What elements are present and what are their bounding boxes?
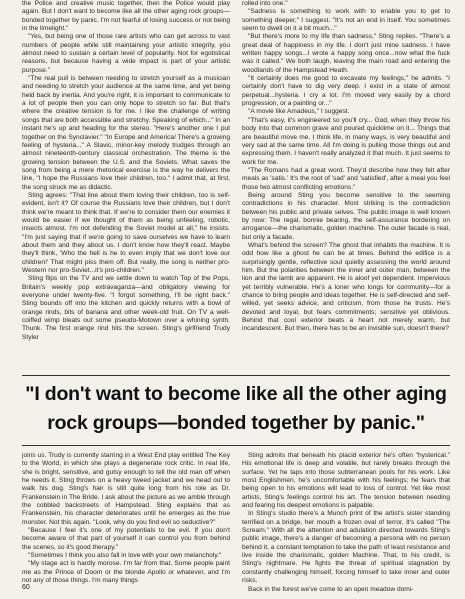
paragraph: rolled into one." [242, 0, 288, 7]
paragraph: "Sadness is something to work with to enable you to get to something deeper," I suggest. "It's not an end in itself. You sometimes seem to dwell on it a bit much..." [242, 8, 450, 33]
paragraph: "Sometimes I think you also fall in love with your own melancholy." [28, 552, 222, 560]
paragraph: "Yes, but being one of those rare artists who can get across to vast numbers of people while still maintaining your artistic integrity, you almost need to sustain a certain level of popularity. Not for egotistical reasons, but because having a wide impact is part of your artistic purpose." [22, 33, 230, 74]
top-columns [22, 0, 450, 372]
paragraph: Being around Sting you become sensitive to the seeming contradictions in his character. Most striking is the contradiction between his public and private selves. The public image is well known by now: The regal, bonnie bearing, the self-assurance bordering on arrogance—the charismatic, golden machine. The outer facade is real, but only a facade. [242, 191, 450, 241]
paragraph: "Because I feel it's one of my potentials to be evil. If you don't become aware of that part of yourself it can control you from behind the scenes, so it's good therapy." [22, 527, 230, 551]
paragraph: "It certainly does me good to excavate my feelings," he admits. "I certainly don't have to dig very deep. I exist in a state of almost perpetual...hysteria. I cry a lot. I'm moved very easily by a chord progression, or a painting or..." [242, 75, 450, 108]
paragraph: Sting admits that beneath his placid exterior he's often "hysterical." His emotional life is deep and volatile, but rarely breaks through the surface. Yet he taps into those subterranean pools for his work. Like most Englishmen, he's uncomfortable with his feelings; he fears that being open to his emotions will lead to loss of control. Yet like most artists, Sting's feelings control his art. The tension between needing and fearing his deepest emotions is palpable. [242, 452, 450, 510]
paragraph: Sting flips on the TV and we settle down to watch Top of the Pops, Britain's weekly pop extravaganza—and obligatory viewing for everyone under twenty-five. "I forgot something, I'll be right back." Sting bounds off into the kitchen and quickly returns with a bowl of orange rinds, bits of banana and other week-old fruit. On TV a well-coiffed wimp bleats out some pseudo-Motown over a whining synth. Thunk. The first orange rind hits the screen. Sting's girlfriend Trudy Styler [22, 275, 230, 341]
paragraph: What's behind the screen? The ghost that inhabits the machine. It is odd how like a ghost he can be at times. Behind the edifice is a surprisingly gentle, reflective soul quietly assessing the world around him. But the polarities between the inner and outer man, between the lion and the lamb are apparent. He is aloof yet dependent. Impervious yet terribly vulnerable. He's a loner who longs for community—for a chance to bring people and ideas together. He is self-directed and self-willed, yet seeks advice, and criticism, from those he trusts. He's devoted and loyal, but fears commitments; sensitive yet oblivious. Behind that cool exterior beats a heart not merely warm, but incandescent. But then, there has to be an invisible sun, doesn't there? [242, 241, 450, 333]
paragraph: "The Romans had a great word. They'd describe how they felt after meals as 'satis.' It's the root of 'sad' and 'satisfied', after a meal you feel those two almost conflicting emotions." [242, 166, 450, 191]
paragraph: "The real pull is between needing to stretch yourself as a musician and needing to stretch your audience at the same time, and yet being held back by inertia. And you're right, it is important to communicate to a lot of people then you can only hope to stretch so far. But that's where the creative tension is for me. I like the challenge of writing songs that are both accessible and stretchy. Speaking of which..." In an instant he's up and heading for the stereo. "Here's another one I put together on the Synclavier." "In Europe and America/ There's a growing feeling of hysteria..." A Slavic, minor-key melody trudges through an almost nineteenth-century classical orchestration. The theme is the growing tension between the U.S. and the Soviets. What saves the song from being a mere rhetorical exercise is the way he delivers the line, "I hope the Russians love their children, too." I admit that, at first, the song struck me as didactic. [22, 75, 230, 191]
pull-quote-top-rule [22, 375, 450, 376]
top-left-column [22, 0, 230, 372]
paragraph: "A movie like Amadeus," I suggest. [248, 108, 350, 116]
bottom-left-column [22, 452, 230, 585]
paragraph: "My stage act is hardly morose. I'm far from that. Some people paint me as the Prince of Doom or the blonde Apollo or whatever, and I'm not any of those things. I'm many things [22, 560, 230, 585]
top-right-column [242, 0, 450, 372]
paragraph: the Police and creative music together, then the Police would play again. But I don't want to become like all the other aging rock groups—bonded together by panic. I'm not fearful of losing success or not being in the limelight." [22, 0, 230, 33]
paragraph: Sting agrees: "That line about them loving their children, too is self-evident, isn't it? Of course the Russians love their children, but I don't think we're meant to think that. If we're to consider them our enemies it would be easier if we thought of them as being unfeeling, robotic, insects almost. I'm not defending the Soviet model at all," he insists. "I'm just saying that if we're going to save ourselves we have to learn about them and they about us. I don't know how they'll react. Maybe they'll think, 'Who the hell is he to even imply that we don't love our children!' That might piss them off. But really, the song is neither pro-Western nor pro-Soviet...it's pro-children." [22, 191, 230, 274]
paragraph: In Sting's studio there's a Munch print of the artist's sister standing terrified on a bridge, her mouth a frozen oval of terror. It's called "The Scream." With all the attention and adulation directed towards Sting's public image, there's a danger of becoming a persona with no person behind it, a constant temptation to take the path of least resistance and live inside the charismatic, golden Machine. That, to his credit, is Sting's nightmare. He fights the threat of spiritual stagnation by constantly challenging himself, forcing himself to take inner and outer risks. [242, 510, 450, 585]
bottom-right-column [242, 452, 450, 593]
paragraph: joins us. Trudy is currently starring in a West End play entitled The Key to the World, in which she plays a degenerate rock critic. In real life, she is bright, sensitive, and gutsy enough to tell the old man off when he needs it. Sting throws on a heavy tweed jacket and we head out to walk his dog. Sting's hair is still quite long from his role as Dr. Frankenstein in The Bride. I ask about the picture as we amble through the cobbled backstreets of Hampstead. Sting explains that as Frankenstein, his character deteriorates until he emerges as the true monster. Not this again. "Look, why do you find evil so seductive?" [22, 452, 230, 526]
pull-quote: "I don't want to become like all the other aging rock groups—bonded together by panic." [25, 383, 447, 434]
paragraph: "But there's more to my life than sadness," Sting replies. "There's a great deal of happiness in my life. I don't just mine sadness. I have written happy songs...I wrote a happy song once...now what the fuck was it called." We both laugh, leaving the main road and entering the woodlands of the Hampstead Heath. [242, 33, 450, 74]
page-number: 60 [22, 584, 30, 591]
pull-quote-bottom-rule [22, 445, 450, 446]
paragraph: "That's easy, it's engineered so you'll cry... God, when they throw his body into that common grave and poured quicklime on it... Things that are beautiful move me. I think life, in many ways, is very beautiful and very sad at the same time. All I'm doing is pulling those things out and expressing them. I haven't really analyzed it that much. It just seems to work for me. [242, 116, 450, 166]
paragraph: Back in the forest we've come to an open meadow domi- [248, 585, 414, 593]
